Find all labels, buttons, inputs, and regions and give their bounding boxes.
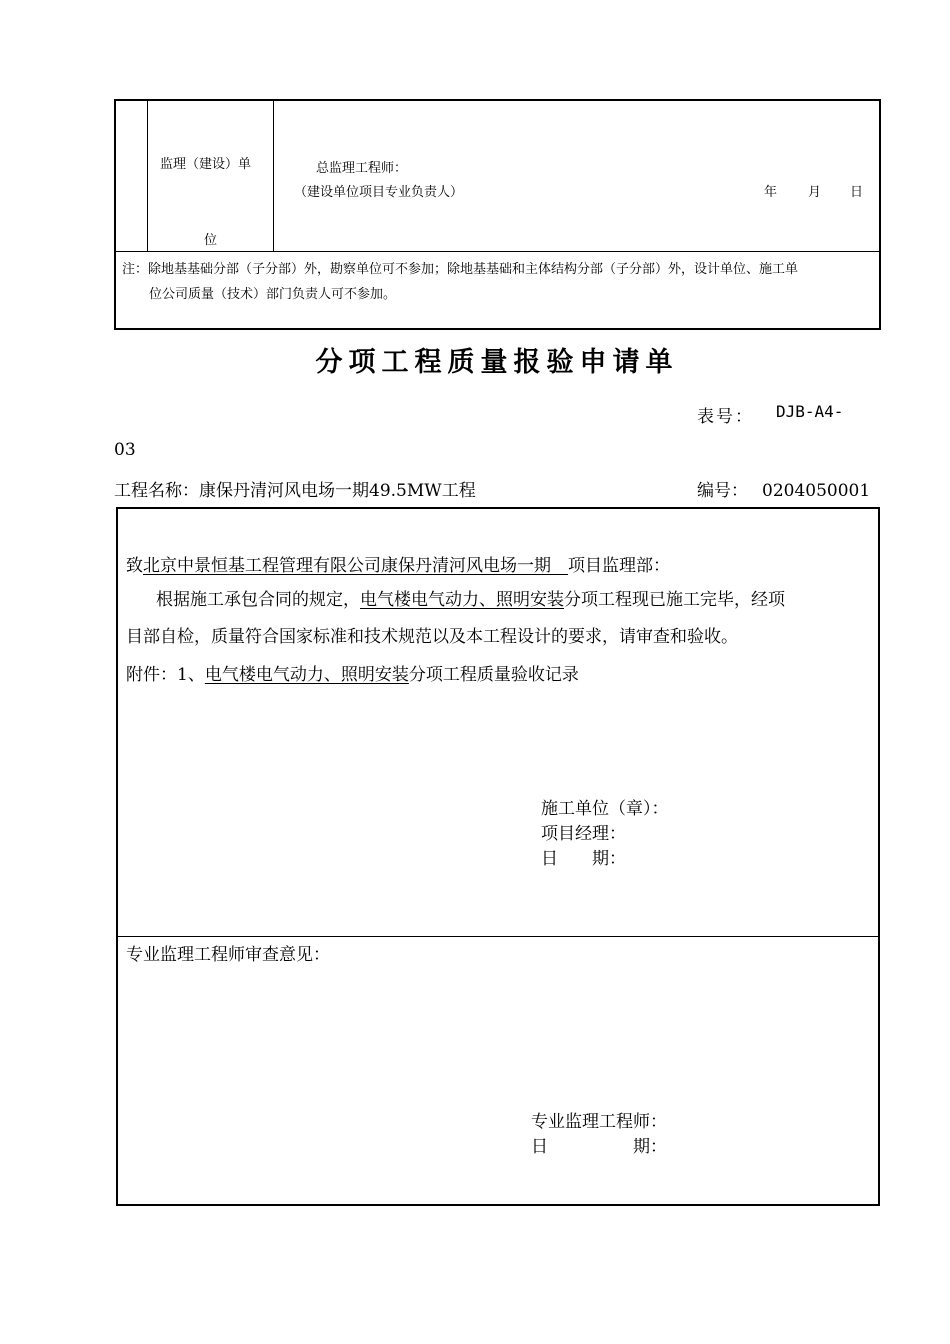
addressee-org: 北京中景恒基工程管理有限公司康保丹清河风电场一期 [143, 556, 551, 576]
contractor-date-label: 日 期： [541, 849, 626, 869]
body-line2: 目部自检，质量符合国家标准和技术规范以及本工程设计的要求，请审查和验收。 [126, 627, 738, 647]
date-year: 年 [764, 185, 778, 200]
review-engineer-label: 专业监理工程师： [531, 1112, 667, 1132]
serial-value: 0204050001 [762, 481, 871, 501]
body-item: 电气楼电气动力、照明安装 [360, 590, 564, 610]
addressee-line [126, 551, 670, 576]
table-no-value: DJB-A4- [776, 402, 844, 421]
table-row-divider [116, 251, 879, 252]
table-no-continuation: 03 [114, 440, 136, 460]
application-form [116, 507, 880, 1206]
attachment-line [126, 660, 579, 685]
serial-row [697, 476, 870, 501]
attachment-suffix: 分项工程质量验收记录 [408, 665, 579, 685]
signature-table [114, 99, 881, 330]
date-month: 月 [808, 185, 822, 200]
table-no-label: 表号： [697, 407, 754, 427]
owner-rep-label: （建设单位项目专业负责人） [294, 185, 464, 200]
serial-label: 编号： [697, 481, 748, 501]
table-blank-column [116, 101, 148, 251]
attachment-item: 电气楼电气动力、照明安装 [204, 665, 409, 685]
unit-label-line2: 位 [204, 233, 218, 248]
project-name: 康保丹清河风电场一期49.5MW工程 [199, 481, 476, 501]
page-title: 分项工程质量报验申请单 [315, 347, 679, 378]
body-prefix: 根据施工承包合同的规定， [156, 590, 360, 610]
body-suffix: 分项工程现已施工完毕，经项 [564, 590, 785, 610]
addressee-prefix: 致 [126, 556, 143, 576]
unit-label-cell [148, 101, 274, 251]
note-line1: 注：除地基基础分部（子分部）外，勘察单位可不参加；除地基基础和主体结构分部（子分部）外，设计单位、施工单 [122, 262, 799, 277]
review-date-label: 日 期： [531, 1137, 667, 1157]
review-heading: 专业监理工程师审查意见： [126, 945, 330, 965]
project-name-label: 工程名称： [114, 481, 199, 501]
note-line2: 位公司质量（技术）部门负责人可不参加。 [149, 287, 397, 302]
body-line1 [156, 585, 785, 610]
contractor-unit-label: 施工单位（章）： [541, 799, 669, 819]
addressee-suffix: 项目监理部： [568, 556, 670, 576]
chief-engineer-label: 总监理工程师： [316, 161, 408, 176]
attachment-prefix: 附件：1、 [126, 665, 205, 685]
form-section-divider [118, 936, 878, 937]
project-manager-label: 项目经理： [541, 824, 626, 844]
project-name-row [114, 476, 476, 501]
unit-label-line1: 监理（建设）单 [160, 157, 252, 172]
date-day: 日 [850, 185, 864, 200]
